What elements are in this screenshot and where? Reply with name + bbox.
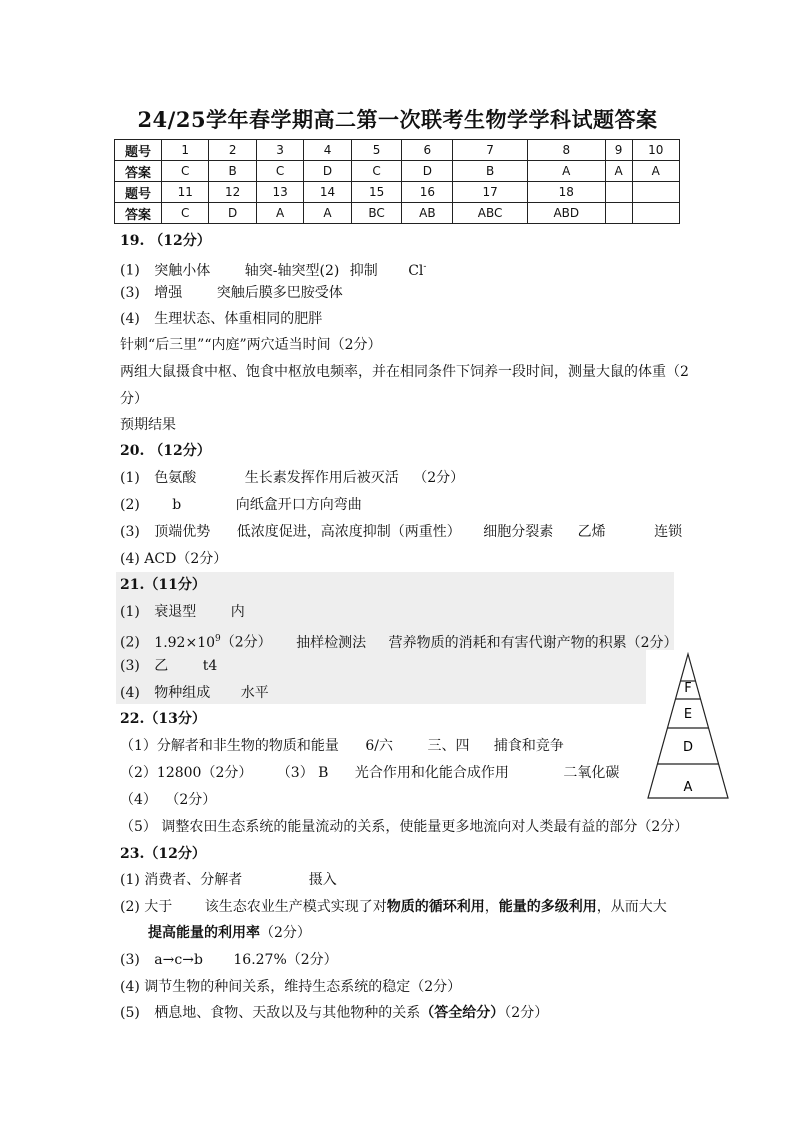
table-cell: C: [351, 161, 402, 182]
table-cell: [632, 203, 679, 224]
answer-text: 衰退型: [154, 604, 197, 620]
answer-text: t4: [202, 658, 218, 674]
table-cell: ABC: [453, 203, 528, 224]
q19-line-2: [120, 284, 343, 302]
answer-text: 抽样检测法: [296, 634, 367, 651]
answer-text: 乙烯: [577, 524, 606, 540]
answer-text: （2分）: [413, 470, 465, 486]
table-cell: 4: [304, 140, 351, 161]
answer-text: 轴突-轴突型(2): [244, 262, 340, 279]
table-cell: 16: [402, 182, 453, 203]
item-num: (5): [120, 1005, 140, 1021]
pyramid-label-a: A: [683, 780, 693, 795]
answer-text: 生长素发挥作用后被灭活: [244, 470, 399, 486]
answer-text: 营养物质的消耗和有害代谢产物的积累（2分）: [388, 634, 678, 651]
item-num: (1): [120, 470, 140, 486]
q22-line-4: （5） 调整农田生态系统的能量流动的关系，使能量更多地流向对人类最有益的部分（2分）: [120, 819, 689, 835]
table-cell: A: [304, 203, 351, 224]
answer-text: （2分）: [220, 634, 272, 651]
row-label: 答案: [115, 203, 162, 224]
q23-line-2: [120, 898, 667, 916]
answer-text: 物种组成: [154, 685, 211, 701]
answer-text: 连锁: [654, 524, 683, 540]
q19-heading: 19. （12分）: [120, 233, 211, 249]
row-label: 题号: [115, 140, 162, 161]
answer-text: 三、四: [427, 738, 470, 754]
superscript: -: [423, 262, 427, 272]
table-cell: A: [632, 161, 679, 182]
table-cell: BC: [351, 203, 402, 224]
q19-line-4: 针刺“后三里”“内庭”两穴适当时间（2分）: [120, 337, 382, 353]
q23-line-1: [120, 871, 337, 889]
answer-text: 二氧化碳: [563, 765, 620, 781]
item-num: (2): [120, 634, 140, 651]
table-cell: 6: [402, 140, 453, 161]
q23-line-6: [120, 1004, 548, 1022]
answer-text: a→c→b: [154, 952, 203, 968]
q20-line-4: (4) ACD（2分）: [120, 551, 228, 567]
answer-text: 能量的多级利用: [498, 899, 597, 915]
answer-text: 16.27%（2分）: [233, 952, 338, 968]
answer-text: 6/六: [365, 738, 393, 754]
answer-text: （4）: [120, 792, 157, 808]
table-cell: 15: [351, 182, 402, 203]
answer-text: （2）12800（2分）: [120, 765, 253, 781]
item-num: (3): [120, 285, 140, 301]
table-cell: [632, 182, 679, 203]
item-num: (1): [120, 262, 140, 279]
answer-text: 物质的循环利用: [386, 899, 485, 915]
table-row: [115, 140, 680, 161]
q22-line-3: [120, 791, 216, 809]
q19-line-6: 分）: [120, 391, 148, 407]
q22-heading: 22.（13分）: [120, 711, 206, 727]
q20-line-2: [120, 496, 362, 514]
pyramid-label-d: D: [682, 740, 694, 755]
answer-text: （2分）: [260, 925, 311, 941]
table-cell: B: [209, 161, 256, 182]
answer-text: (2) 大于: [120, 899, 173, 915]
answer-text: ，从而大大: [596, 899, 667, 915]
answer-text: 色氨酸: [154, 470, 197, 486]
q23-line-4: [120, 951, 338, 969]
superscript: 9: [215, 634, 221, 644]
table-cell: 2: [209, 140, 256, 161]
table-cell: B: [453, 161, 528, 182]
table-cell: 12: [209, 182, 256, 203]
q19-line-7: 预期结果: [120, 417, 176, 433]
table-cell: 1: [162, 140, 209, 161]
answer-text: 顶端优势: [154, 524, 211, 540]
table-cell: A: [605, 161, 632, 182]
pyramid-label-f: F: [684, 681, 692, 696]
q21-line-4: [120, 684, 269, 702]
answer-text: 乙: [154, 658, 169, 674]
q23-line-5: (4) 调节生物的种间关系，维持生态系统的稳定（2分）: [120, 979, 462, 995]
answer-text: 栖息地、食物、天敌以及与其他物种的关系: [154, 1005, 421, 1021]
q21-line-3: [120, 657, 217, 675]
q22-line-1: [120, 737, 564, 755]
table-cell: 8: [527, 140, 605, 161]
item-num: (4): [120, 311, 140, 327]
table-cell: 9: [605, 140, 632, 161]
item-num: (3): [120, 658, 140, 674]
table-cell: C: [162, 161, 209, 182]
item-num: (3): [120, 952, 140, 968]
answer-text: 内: [230, 604, 245, 620]
answer-text: 低浓度促进，高浓度抑制（两重性）: [236, 524, 461, 540]
table-row: [115, 182, 680, 203]
answer-text: 抑制: [349, 262, 378, 279]
q23-line-3: [148, 924, 311, 942]
table-cell: ABD: [527, 203, 605, 224]
answer-text: 突触后膜多巴胺受体: [216, 285, 343, 301]
table-cell: A: [527, 161, 605, 182]
answer-text: 细胞分裂素: [483, 524, 554, 540]
table-row: [115, 203, 680, 224]
answer-text: 提高能量的利用率: [148, 925, 260, 941]
q19-line-1: [120, 258, 426, 280]
pyramid-label-e: E: [683, 707, 693, 722]
table-cell: AB: [402, 203, 453, 224]
q22-line-2: [120, 764, 619, 782]
table-cell: A: [256, 203, 303, 224]
answer-text: 水平: [240, 685, 269, 701]
energy-pyramid-figure: [646, 652, 730, 800]
answer-text: Cl: [408, 262, 424, 279]
answer-text: ，: [484, 899, 499, 915]
answer-text: 向纸盒开口方向弯曲: [235, 497, 362, 513]
table-cell: 5: [351, 140, 402, 161]
row-label: 答案: [115, 161, 162, 182]
answer-text: 该生态农业生产模式实现了对: [204, 899, 387, 915]
answer-text: （2分）: [504, 1005, 549, 1021]
answer-text: 突触小体: [154, 262, 211, 279]
answer-text: (1) 消费者、分解者: [120, 872, 243, 888]
table-row: [115, 161, 680, 182]
answer-text: 摄入: [308, 872, 337, 888]
q21-line-1: [120, 603, 245, 621]
table-cell: D: [402, 161, 453, 182]
answer-text: （答全给分）: [420, 1005, 505, 1021]
answer-text: 捕食和竞争: [493, 738, 564, 754]
table-cell: 14: [304, 182, 351, 203]
q21-line-2: [120, 630, 677, 652]
table-cell: C: [162, 203, 209, 224]
answer-text: （2分）: [165, 792, 217, 808]
table-cell: 3: [256, 140, 303, 161]
page-title: 24/25学年春学期高二第一次联考生物学学科试题答案: [137, 107, 658, 132]
q20-heading: 20. （12分）: [120, 443, 211, 459]
q19-line-5: 两组大鼠摄食中枢、饱食中枢放电频率，并在相同条件下饲养一段时间，测量大鼠的体重（2: [120, 364, 689, 380]
table-cell: C: [256, 161, 303, 182]
pyramid-outline: [648, 654, 728, 798]
item-num: (2): [120, 497, 140, 513]
q19-line-3: [120, 310, 322, 328]
q20-line-3: [120, 523, 682, 541]
answer-table: [114, 139, 680, 224]
table-cell: 11: [162, 182, 209, 203]
table-cell: [605, 203, 632, 224]
answer-text: 增强: [154, 285, 183, 301]
table-cell: [605, 182, 632, 203]
table-cell: 18: [527, 182, 605, 203]
table-cell: 7: [453, 140, 528, 161]
table-cell: 10: [632, 140, 679, 161]
table-cell: 13: [256, 182, 303, 203]
answer-text: （3） B: [276, 765, 329, 781]
answer-text: b: [172, 497, 182, 513]
q21-heading: 21.（11分）: [120, 577, 206, 593]
item-num: (3): [120, 524, 140, 540]
answer-text: （1）分解者和非生物的物质和能量: [120, 738, 339, 754]
table-cell: D: [209, 203, 256, 224]
table-cell: 17: [453, 182, 528, 203]
answer-text: 生理状态、体重相同的肥胖: [154, 311, 323, 327]
row-label: 题号: [115, 182, 162, 203]
answer-text: 光合作用和化能合成作用: [354, 765, 509, 781]
item-num: (1): [120, 604, 140, 620]
table-cell: D: [304, 161, 351, 182]
q23-heading: 23.（12分）: [120, 846, 206, 862]
answer-text: 1.92×10: [154, 634, 216, 651]
item-num: (4): [120, 685, 140, 701]
q20-line-1: [120, 469, 464, 487]
